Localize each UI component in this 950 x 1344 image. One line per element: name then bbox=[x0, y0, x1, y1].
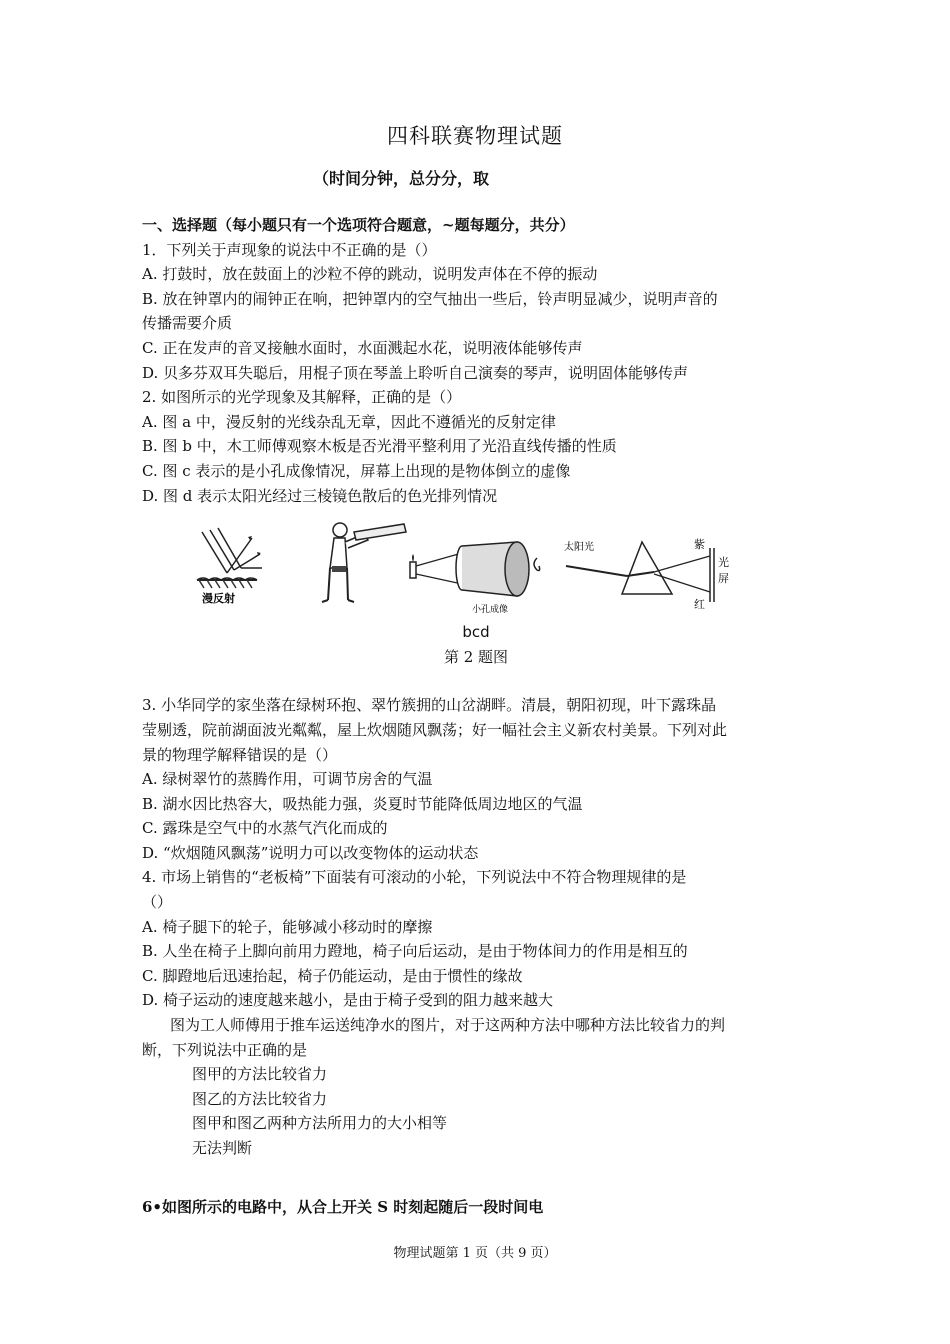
figure-d-sun-label: 太阳光 bbox=[564, 542, 594, 554]
q4-option-c: C. 脚蹬地后迅速抬起，椅子仍能运动，是由于惯性的缘故 bbox=[142, 966, 523, 985]
figure-d-red-label: 红 bbox=[694, 598, 705, 612]
exam-subtitle: （时间分钟，总分分，取 bbox=[313, 169, 490, 188]
q2-option-b: B. 图 b 中，木工师傅观察木板是否光滑平整利用了光沿直线传播的性质 bbox=[142, 437, 617, 456]
section-heading: 一、选择题（每小题只有一个选项符合题意，~题每题分，共分） bbox=[142, 216, 575, 234]
q5-option-c: 图甲和图乙两种方法所用力的大小相等 bbox=[192, 1114, 448, 1133]
q3-stem-line1: 3. 小华同学的家坐落在绿树环抱、翠竹簇拥的山岔湖畔。清晨，朝阳初现，叶下露珠晶 bbox=[142, 696, 717, 715]
figure-d-prism bbox=[564, 537, 729, 611]
q3-option-b: B. 湖水因比热容大，吸热能力强，炎夏时节能降低周边地区的气温 bbox=[142, 794, 583, 813]
figure-a-label: 漫反射 bbox=[202, 592, 235, 606]
q1-option-c: C. 正在发声的音叉接触水面时，水面溅起水花，说明液体能够传声 bbox=[142, 338, 583, 357]
spacer bbox=[142, 1185, 810, 1195]
q4-option-d: D. 椅子运动的速度越来越小，是由于椅子受到的阻力越来越大 bbox=[142, 991, 554, 1010]
q5-option-a: 图甲的方法比较省力 bbox=[192, 1065, 328, 1084]
figure-c-label: 小孔成像 bbox=[472, 605, 509, 616]
q6-stem: 6•如图所示的电路中，从合上开关 S 时刻起随后一段时间电 bbox=[142, 1197, 544, 1216]
q3-option-c: C. 露珠是空气中的水蒸气汽化而成的 bbox=[142, 819, 388, 838]
q3-stem-line2: 莹剔透，院前湖面波光粼粼，屋上炊烟随风飘荡；好一幅社会主义新农村美景。下列对此 bbox=[142, 720, 728, 739]
q5-option-d: 无法判断 bbox=[192, 1139, 253, 1157]
q1-option-b-line2: 传播需要介质 bbox=[142, 314, 233, 333]
q2-stem: 2. 如图所示的光学现象及其解释，正确的是（） bbox=[142, 388, 462, 407]
q3-stem-line3: 景的物理学解释错误的是（） bbox=[142, 745, 338, 764]
q2-option-a: A. 图 a 中，漫反射的光线杂乱无章，因此不遵循光的反射定律 bbox=[142, 412, 556, 431]
q1-stem: 1．下列关于声现象的说法中不正确的是（） bbox=[142, 240, 437, 259]
exam-title: 四科联赛物理试题 bbox=[387, 124, 563, 148]
q1-option-d: D. 贝多芬双耳失聪后，用棍子顶在琴盖上聆听自己演奏的琴声，说明固体能够传声 bbox=[142, 363, 689, 382]
page-footer: 物理试题第 1 页（共 9 页） bbox=[393, 1246, 557, 1261]
q4-option-b: B. 人坐在椅子上脚向前用力蹬地，椅子向后运动，是由于物体间力的作用是相互的 bbox=[142, 942, 688, 961]
figure-b-carpenter bbox=[322, 523, 406, 602]
figure-caption: 第 2 题图 bbox=[443, 647, 509, 666]
q2-option-d: D. 图 d 表示太阳光经过三棱镜色散后的色光排列情况 bbox=[142, 486, 498, 505]
figure-d-purple-label: 紫 bbox=[694, 538, 705, 552]
figure-a-diffuse-reflection bbox=[197, 528, 262, 605]
q4-stem-line1: 4. 市场上销售的“老板椅”下面装有可滚动的小轮，下列说法中不符合物理规律的是 bbox=[142, 868, 687, 887]
question-content bbox=[142, 213, 810, 1219]
q5-stem-line1: 图为工人师傅用于推车运送纯净水的图片，对于这两种方法中哪种方法比较省力的判 bbox=[170, 1016, 726, 1035]
figure-d-screen-label-1: 光 bbox=[718, 556, 729, 570]
q2-figure bbox=[142, 518, 810, 618]
figure-letters: bcd bbox=[462, 623, 490, 642]
spacer bbox=[142, 669, 810, 693]
q1-option-b-line1: B. 放在钟罩内的闹钟正在响，把钟罩内的空气抽出一些后，铃声明显减少，说明声音的 bbox=[142, 289, 718, 308]
q5-stem-line2: 断，下列说法中正确的是 bbox=[142, 1040, 308, 1059]
figure-d-screen-label-2: 屏 bbox=[718, 572, 729, 586]
q2-option-c: C. 图 c 表示的是小孔成像情况，屏幕上出现的是物体倒立的虚像 bbox=[142, 461, 571, 480]
spacer bbox=[142, 1161, 810, 1185]
q5-option-b: 图乙的方法比较省力 bbox=[192, 1089, 328, 1108]
optics-figure bbox=[142, 518, 810, 618]
q4-option-a: A. 椅子腿下的轮子，能够减小移动时的摩擦 bbox=[142, 917, 433, 936]
figure-c-pinhole bbox=[410, 542, 540, 615]
q4-stem-line2: （） bbox=[142, 893, 173, 912]
q1-option-a: A. 打鼓时，放在鼓面上的沙粒不停的跳动，说明发声体在不停的振动 bbox=[142, 265, 598, 284]
q3-option-a: A. 绿树翠竹的蒸腾作用，可调节房舍的气温 bbox=[142, 770, 433, 789]
q3-option-d: D. “炊烟随风飘荡”说明力可以改变物体的运动状态 bbox=[142, 843, 479, 862]
